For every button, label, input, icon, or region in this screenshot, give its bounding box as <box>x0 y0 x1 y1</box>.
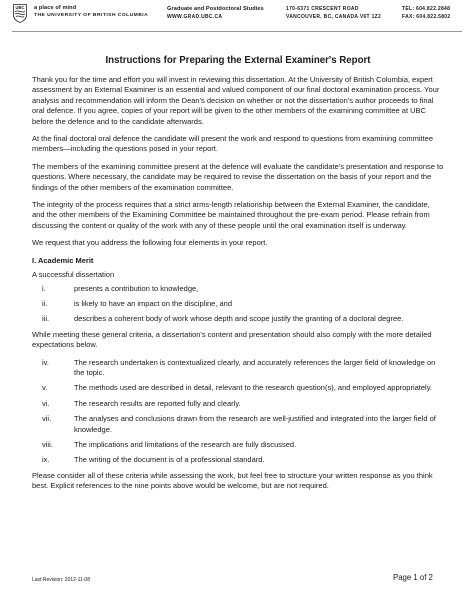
address-block <box>286 5 381 21</box>
list-item-text: The implications and limitations of the research are fully discussed. <box>74 439 297 449</box>
criteria-list-general <box>32 284 444 325</box>
list-item-number: iv. <box>42 357 49 367</box>
list-item <box>32 284 444 294</box>
paragraph-closing: Please consider all of these criteria while assessing the work, but feel free to structure your written response as you think best. Explicit references to the nine points above would be welcome, but are not required. <box>32 470 433 491</box>
list-item-text: The analyses and conclusions drawn from the research are well-justified and integrated into the larger field of knowledge. <box>74 414 436 434</box>
paragraph-integrity: The integrity of the process requires that a strict arms-length relationship between the External Examiner, the candidate, and the other members of the Examining Committee be maintained throughout the pre-exam period. Please refrain from discussing the content or quality of the work with any of these people until the oral examination itself is underway. <box>32 200 430 230</box>
list-item-number: vi. <box>42 398 50 408</box>
list-item-text: The writing of the document is of a professional standard. <box>74 455 265 465</box>
paragraph-detailed-expectations: While meeting these general criteria, a dissertation's content and presentation should also comply with the more detailed expectations below. <box>32 329 432 350</box>
university-name: THE UNIVERSITY OF BRITISH COLUMBIA <box>34 13 149 18</box>
paragraph-evaluation: The members of the examining committee present at the defence will evaluate the candidate's presentation and response to questions. Where necessary, the candidate may be required to revise the dissertation on the basis of your report and the findings of the other members of the examination committee. <box>32 161 444 192</box>
list-item-text: The research undertaken is contextualized clearly, and accurately references the larger field of knowledge on the topic. <box>74 357 436 377</box>
section-intro: A successful dissertation <box>32 270 115 280</box>
list-item-number: vii. <box>42 414 52 424</box>
page-number: Page 1 of 2 <box>393 573 433 582</box>
list-item <box>32 299 444 309</box>
last-revision: Last Revision: 2012-11-08 <box>32 577 90 583</box>
ubc-crest-logo <box>13 4 27 23</box>
list-item-text: is likely to have an impact on the discipline, and <box>74 298 233 308</box>
paragraph-request: We request that you address the following four elements in your report. <box>32 238 268 248</box>
page-title: Instructions for Preparing the External Examiner's Report <box>105 55 371 66</box>
list-item <box>32 358 444 379</box>
section-heading-academic-merit: I. Academic Merit <box>32 255 94 265</box>
list-item-number: iii. <box>42 314 50 324</box>
list-item <box>32 455 444 465</box>
contact-block <box>402 5 450 21</box>
list-item-text: describes a coherent body of work whose depth and scope justify the granting of a doctoral degree. <box>74 314 404 324</box>
letterhead <box>0 0 474 34</box>
department-name: Graduate and Postdoctoral Studies <box>167 6 264 12</box>
list-item <box>32 399 444 409</box>
list-item <box>32 440 444 450</box>
list-item-text: The research results are reported fully and clearly. <box>74 398 241 408</box>
website-link[interactable]: WWW.GRAD.UBC.CA <box>167 14 223 20</box>
criteria-list-detailed <box>32 358 444 466</box>
list-item <box>32 414 444 435</box>
list-item-number: v. <box>42 383 48 393</box>
list-item-number: i. <box>42 283 46 293</box>
tagline: a place of mind <box>34 5 77 11</box>
address-line-2: VANCOUVER, BC, CANADA V6T 1Z2 <box>286 14 382 20</box>
paragraph-defence: At the final doctoral oral defence the candidate will present the work and respond to questions from examining committee members—including the questions posed in your report. <box>32 134 434 154</box>
list-item <box>32 314 444 324</box>
list-item <box>32 383 444 393</box>
list-item-number: ix. <box>42 455 50 465</box>
document-body <box>32 55 444 499</box>
header-divider <box>12 31 462 32</box>
list-item-number: ii. <box>42 298 48 308</box>
fax: FAX: 604.822.5802 <box>402 14 451 20</box>
telephone: TEL: 604.822.2848 <box>402 6 451 12</box>
list-item-text: The methods used are described in detail, relevant to the research question(s), and employed appropriately. <box>74 383 432 393</box>
department-block <box>167 5 264 21</box>
address-line-1: 170-6371 CRESCENT ROAD <box>286 6 359 12</box>
list-item-text: presents a contribution to knowledge, <box>74 283 199 293</box>
paragraph-intro: Thank you for the time and effort you will invest in reviewing this dissertation. At the University of British Columbia, expert assessment by an External Examiner is an essential and valued component of our final doctoral examination process. Your analysis and recommendation will inform the Dean's decision on whether or not the dissertation's author proceeds to final oral defence. If you agree, copies of your report will be given to the other members of the examining committee at UBC before the defence and to the candidate afterwards. <box>32 75 440 126</box>
list-item-number: viii. <box>42 439 53 449</box>
logo-text: UBC <box>15 5 25 11</box>
